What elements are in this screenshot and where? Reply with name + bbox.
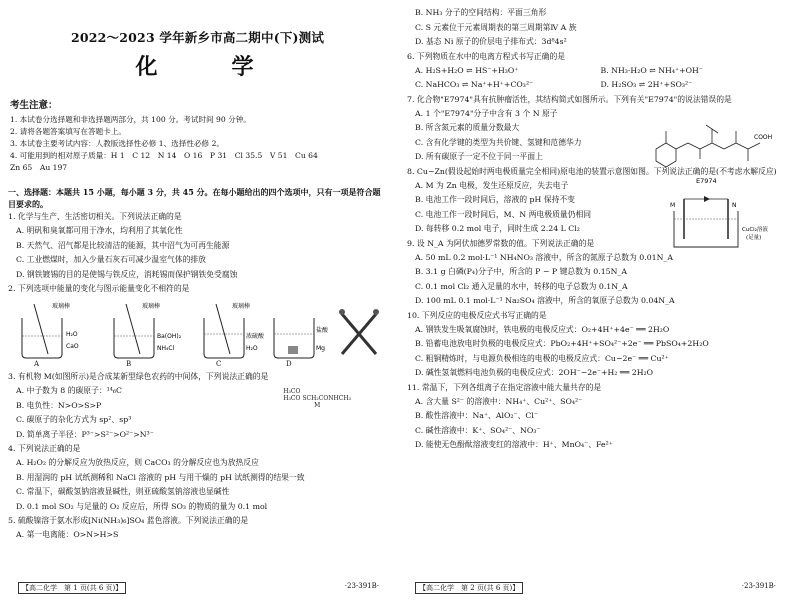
section-heading: 一、选择题：本题共 15 小题，每小题 3 分，共 45 分。在每小题给出的四个选项中，只有一项是符合题目要求的。 [8, 187, 381, 209]
page-2 [397, 0, 794, 600]
option: B. 用湿润的 pH 试纸测稀和 NaCl 溶液的 pH 与用干燥的 pH 试纸测得的结果一致 [16, 472, 305, 482]
exam-title: 2022～2023 学年新乡市高二期中(下)测试 [70, 30, 325, 45]
option: D. H₂SO₃ ⇌ 2H⁺+SO₃²⁻ [600, 80, 693, 89]
option: C. 含有化学键的类型为共价键、氢键和范德华力 [415, 137, 582, 147]
label-rod: 玻璃棒 [52, 303, 71, 310]
option: B. 酸性溶液中：Na⁺、AlO₂⁻、Cl⁻ [415, 411, 538, 420]
option: C. 0.1 mol Cl₂ 通入足量的水中，转移的电子总数为 0.1N_A [415, 281, 628, 291]
label-rod: 玻璃棒 [142, 303, 161, 310]
option: A. 50 mL 0.2 mol·L⁻¹ NH₄NO₃ 溶液中，所含的氮原子总数为 0.01N_A [415, 252, 673, 262]
question-1 [8, 210, 387, 282]
mol-label: H₃CO [283, 395, 301, 402]
label-reagent: H₂O [66, 331, 78, 338]
option: C. 碳原子的杂化方式为 sp²、sp³ [16, 415, 132, 424]
option: A. H₂S+H₂O ⇌ HS⁻+H₃O⁺ [415, 65, 519, 75]
footer-code: ·23-391B· [741, 582, 776, 590]
option: B. 3.1 g 白磷(P₄)分子中，所含的 P − P 键总数为 0.15N_A [415, 267, 627, 276]
fig-caption: E7974 [696, 176, 717, 185]
option: D. 每转移 0.2 mol 电子，同时生成 2.24 L Cl₂ [415, 224, 580, 233]
option: B. NH₃ 分子的空间结构：平面三角形 [415, 8, 547, 17]
option: C. 碱性溶液中：K⁺、SO₄²⁻、NO₃⁻ [415, 425, 541, 435]
question-stem: 10. 下列反应的电极反应式书写正确的是 [407, 310, 547, 320]
energy-arrows [339, 309, 379, 354]
subject-title: 化 学 [135, 54, 280, 80]
fig-letter: D [286, 360, 292, 368]
question-11 [407, 381, 786, 453]
option: D. 基态 Ni 原子的价层电子排布式：3d⁸4s² [415, 37, 567, 46]
option: C. NaHCO₃ ⇌ Na⁺+H⁺+CO₃²⁻ [415, 80, 534, 89]
question-stem: 3. 有机物 M(如图所示)是合成某新型绿色农药的中间体，下列说法正确的是 [8, 372, 269, 381]
question-10 [407, 309, 786, 381]
label-reagent: NH₄Cl [157, 345, 175, 352]
fig-letter: A [34, 360, 40, 368]
label-reagent: 浓硫酸 [246, 333, 265, 340]
galvanic-cell-figure [666, 191, 776, 253]
page-footer [0, 582, 397, 594]
option: D. 100 mL 0.1 mol·L⁻¹ Na₂SO₄ 溶液中，所含的氧原子总数为 0.04N_A [415, 296, 675, 305]
question-stem: 5. 硫酸镍溶于氨水形成[Ni(NH₃)₆]SO₄ 蓝色溶液。下列说法正确的是 [8, 516, 249, 525]
question-8 [407, 165, 786, 241]
option: D. 所有碳原子一定不位于同一平面上 [415, 152, 543, 161]
notice-line: 4. 可能用到的相对原子质量：H 1 C 12 N 14 O 16 P 31 Cl 35.5 V 51 Cu 64 [10, 151, 318, 160]
question-stem: 6. 下列物质在水中的电离方程式书写正确的是 [407, 51, 566, 61]
footer-page-info: 【高二化学 第 2 页(共 6 页)】 [415, 582, 523, 594]
option: A. 明矾和臭氧都可用于净水，均利用了其氧化性 [16, 226, 183, 235]
label-reagent: CaO [66, 343, 79, 350]
mol-label: H₃CO [283, 388, 301, 395]
option: B. 所含氮元素的质量分数最大 [415, 123, 520, 132]
question-stem: 9. 设 N_A 为阿伏加德罗常数的值。下列说法正确的是 [407, 238, 595, 248]
mol-label: M [314, 402, 321, 409]
option: C. 工业燃煤时，加入少量石灰石可减少温室气体的排放 [16, 255, 206, 264]
notice-title: 考生注意： [10, 100, 58, 111]
electrode-label: M [670, 201, 676, 209]
option: A. H₂O₂ 的分解反应为放热反应，则 CaCO₃ 的分解反应也为放热反应 [16, 458, 259, 467]
label-reagent: H₂O [246, 345, 258, 352]
molecule-m [283, 388, 351, 409]
question-4 [8, 442, 387, 514]
energy-diagram-figure [12, 296, 392, 362]
notice-line: Zn 65 Au 197 [10, 163, 68, 172]
question-6 [407, 50, 786, 93]
beaker-d [274, 318, 329, 358]
option: A. M 为 Zn 电极，发生还原反应，失去电子 [415, 180, 569, 190]
notice-line: 2. 请将各题答案填写在答题卡上。 [10, 127, 126, 136]
option: D. 简单离子半径：P³⁻>S²⁻>O²⁻>N³⁻ [16, 429, 154, 439]
option: A. 1 个"E7974"分子中含有 3 个 N 原子 [415, 108, 558, 118]
label-rod: 玻璃棒 [232, 303, 251, 310]
electrode-label: N [732, 201, 737, 209]
question-stem: 1. 化学与生产、生活密切相关。下列说法正确的是 [8, 212, 182, 221]
fig-group-label: COOH [754, 133, 773, 141]
option-row [407, 64, 786, 79]
option: C. 电池工作一段时间后，M、N 两电极质量仍相同 [415, 209, 592, 219]
page-footer [397, 582, 794, 594]
beaker-b [114, 302, 182, 358]
option: B. 电负性：N>O>S>P [16, 400, 102, 410]
fig-letter: B [126, 360, 132, 368]
figure-letters [34, 360, 387, 368]
beaker-c [204, 302, 265, 358]
question-2 [8, 282, 387, 368]
option: B. 电池工作一段时间后，溶液的 pH 保持不变 [415, 195, 575, 204]
option: D. 能使无色酚酞溶液变红的溶液中：H⁺、MnO₄⁻、Fe²⁺ [415, 440, 613, 449]
question-stem: 8. Cu−Zn(假设起始时两电极质量完全相同)原电池的装置示意图如图。下列说法正确的是(不考虑水解反应) [407, 166, 777, 176]
question-5 [8, 514, 387, 543]
question-stem: 4. 下列说法正确的是 [8, 444, 81, 453]
label-reagent: Ba(OH)₂ [157, 333, 182, 340]
option: D. 钢铁镀锡的目的是使锡与铁反应，消耗锡而保护钢铁免受腐蚀 [16, 269, 238, 279]
notice-block [8, 97, 387, 174]
question-3 [8, 370, 387, 442]
option-row [407, 78, 786, 93]
option: D. 0.1 mol SO₂ 与足量的 O₂ 反应后，所得 SO₃ 的物质的量为 0.1 mol [16, 501, 268, 511]
solution-label: (足量) [746, 234, 762, 241]
question-stem: 7. 化合物"E7974"具有抗肿瘤活性，其结构简式如图所示。下列有关"E7974"的说法错误的是 [407, 94, 732, 104]
footer-code: ·23-391B· [344, 582, 379, 590]
option: A. 含大量 S²⁻ 的溶液中：NH₄⁺、Cu²⁺、SO₄²⁻ [415, 396, 583, 406]
notice-line: 1. 本试卷分选择题和非选择题两部分，共 100 分。考试时间 90 分钟。 [10, 115, 251, 124]
option: D. 碱性氢氧燃料电池负极的电极反应式：2OH⁻−2e⁻+H₂ ══ 2H₂O [415, 368, 654, 377]
option: C. 粗铜精炼时，与电源负极相连的电极的电极反应式：Cu−2e⁻ ══ Cu²⁺ [415, 353, 669, 363]
notice-line: 3. 本试卷主要考试内容：人教版选择性必修 1、选择性必修 2。 [10, 139, 224, 148]
label-reagent: Mg [316, 345, 325, 352]
mol-label: SCH₂CONHCH₃ [302, 395, 351, 402]
option: A. 中子数为 8 的碳原子：¹⁴₆C [16, 386, 123, 395]
beaker-a [22, 302, 79, 358]
solution-label: CuCl₂溶液 [742, 226, 768, 233]
fig-letter: C [216, 360, 222, 368]
option: B. 天然气、沼气都是比较清洁的能源，其中沼气为可再生能源 [16, 240, 230, 250]
option: C. S 元素位于元素周期表的第三周期第Ⅳ A 族 [415, 22, 577, 32]
option: C. 常温下，碳酸氢钠溶液显碱性，则亚硫酸氢钠溶液也显碱性 [16, 487, 230, 496]
footer-page-info: 【高二化学 第 1 页(共 6 页)】 [18, 582, 126, 594]
question-stem: 2. 下列选项中能量的变化与图示能量变化不相符的是 [8, 284, 190, 293]
label-reagent: 盐酸 [316, 327, 329, 334]
option: B. 铅蓄电池放电时负极的电极反应式：PbO₂+4H⁺+SO₄²⁻+2e⁻ ══ PbSO₄+2H₂O [415, 339, 709, 348]
option: A. 钢铁发生吸氧腐蚀时，铁电极的电极反应式：O₂+4H⁺+4e⁻ ══ 2H₂O [415, 324, 670, 334]
option: B. NH₃·H₂O ⇌ NH₄⁺+OH⁻ [600, 65, 703, 75]
option: A. 第一电离能：O>N>H>S [16, 530, 119, 539]
question-stem: 11. 常温下，下列各组离子在指定溶液中能大量共存的是 [407, 382, 602, 392]
